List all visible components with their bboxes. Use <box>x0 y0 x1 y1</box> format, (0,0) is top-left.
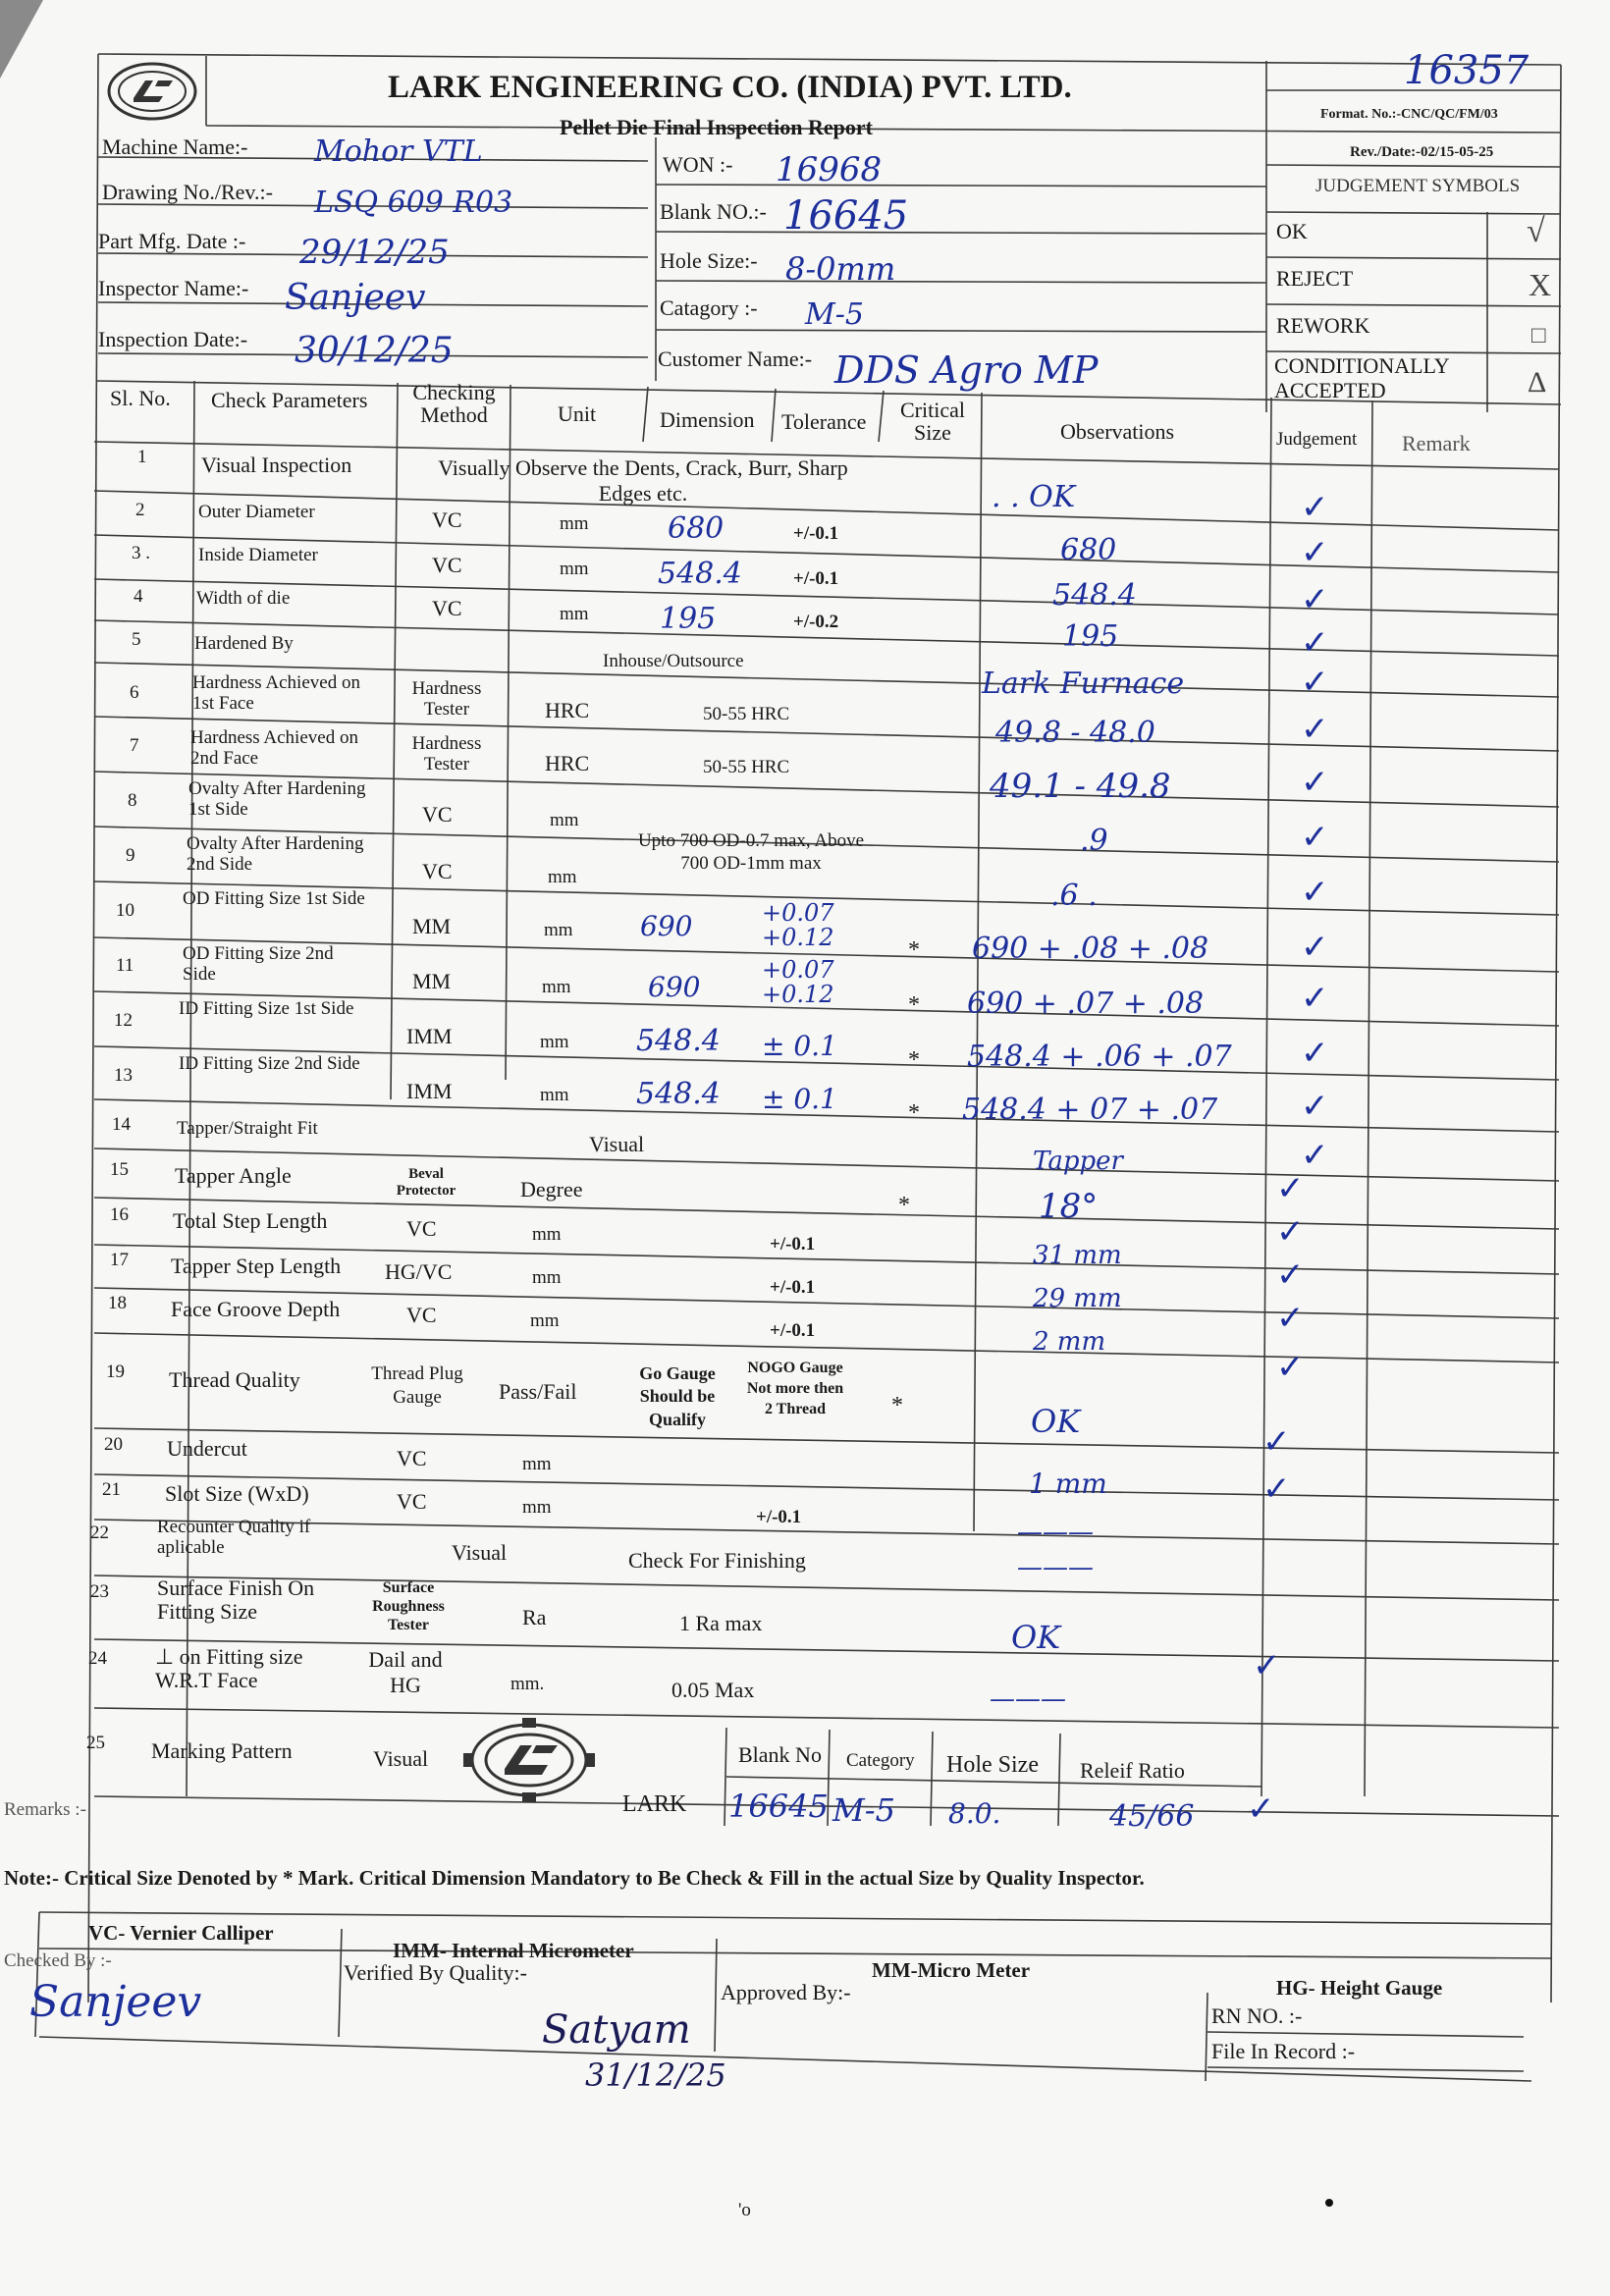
col-dimension: Dimension <box>660 407 755 432</box>
row-17-param: Tapper Step Length <box>171 1254 342 1278</box>
row-18-param: Face Groove Depth <box>171 1297 341 1321</box>
row-3-unit: mm <box>560 559 589 579</box>
critical-size-note: Note:- Critical Size Denoted by * Mark. Critical Dimension Mandatory to Be Check & Fill in the actual Size by Quality Inspector. <box>4 1866 1145 1890</box>
row-21-method: VC <box>397 1489 427 1514</box>
row-6-spec: 50-55 HRC <box>703 704 790 724</box>
row-14-sl: 14 <box>112 1114 131 1135</box>
col-check-parameters: Check Parameters <box>211 388 368 412</box>
row-10-sl: 10 <box>116 900 134 921</box>
row-2-sl: 2 <box>135 500 145 520</box>
marking-header-relief: Releif Ratio <box>1080 1758 1185 1783</box>
gear-logo-icon <box>459 1716 599 1804</box>
won-label: WON :- <box>663 152 733 177</box>
row-20-unit: mm <box>522 1454 552 1474</box>
row-9-judgement: ✓ <box>1301 873 1329 912</box>
report-title: Pellet Die Final Inspection Report <box>560 115 873 139</box>
row-25-param: Marking Pattern <box>151 1738 293 1763</box>
row-21-param: Slot Size (WxD) <box>165 1481 309 1506</box>
row-19-observation: 2 mm <box>1033 1327 1106 1357</box>
row-18-judgement: ✓ <box>1276 1299 1305 1338</box>
row-19-judgement: ✓ <box>1276 1348 1305 1387</box>
row-21-judgement: ✓ <box>1262 1469 1291 1509</box>
row-13-method: IMM <box>406 1079 453 1103</box>
machine-name-label: Machine Name:- <box>102 134 248 159</box>
customer-value: DDS Agro MP <box>834 348 1099 392</box>
row-15-sl: 15 <box>110 1159 129 1180</box>
serial-number: 16357 <box>1404 48 1530 93</box>
row-8-param: Ovalty After Hardening 1st Side <box>188 778 366 820</box>
row-8-method: VC <box>422 802 453 827</box>
row-9-sl: 9 <box>126 845 135 866</box>
row-13-tolerance: ± 0.1 <box>762 1083 837 1115</box>
rework-symbol-icon: □ <box>1531 323 1546 348</box>
row-8-unit: mm <box>550 810 579 830</box>
row-13-param: ID Fitting Size 2nd Side <box>179 1053 360 1074</box>
row-19-unit: Pass/Fail <box>499 1379 577 1404</box>
row-21-sl: 21 <box>102 1479 121 1500</box>
legend-vc: VC- Vernier Calliper <box>88 1921 274 1945</box>
row-23-observation: ——— <box>1017 1553 1094 1582</box>
row-7-param: Hardness Achieved on 2nd Face <box>190 727 358 769</box>
row-19-sl: 19 <box>106 1362 125 1382</box>
rn-number-label: RN NO. :- <box>1211 2003 1303 2028</box>
row-20-method: VC <box>397 1446 427 1470</box>
row-12-dimension: 548.4 <box>636 1024 721 1058</box>
row-1-param: Visual Inspection <box>201 453 352 477</box>
row-14-param: Tapper/Straight Fit <box>177 1118 318 1139</box>
judgement-rework-label: REWORK <box>1276 313 1370 338</box>
row-9-spec: Upto 700 OD-0.7 max, Above 700 OD-1mm max <box>637 830 865 874</box>
reject-symbol-icon: X <box>1529 267 1552 302</box>
row-11-dimension: 690 <box>648 971 701 1003</box>
row-12-judgement: ✓ <box>1301 1034 1329 1073</box>
row-13-critical: * <box>908 1100 920 1126</box>
legend-hg: HG- Height Gauge <box>1276 1976 1443 2000</box>
checked-by-label: Checked By :- <box>4 1950 112 1971</box>
row-4-sl: 4 <box>134 586 143 607</box>
row-17-tolerance: +/-0.1 <box>770 1277 816 1298</box>
row-16-sl: 16 <box>110 1204 129 1225</box>
lark-logo-icon <box>104 59 200 124</box>
company-name: LARK ENGINEERING CO. (INDIA) PVT. LTD. <box>388 70 1072 105</box>
row-6-method: Hardness Tester <box>411 678 482 720</box>
footer-mark: 'o <box>738 2200 751 2220</box>
hole-size-value: 8-0mm <box>785 250 896 288</box>
row-18-sl: 18 <box>108 1293 127 1313</box>
row-10-judgement: ✓ <box>1301 928 1329 967</box>
row-11-observation: 690 + .08 + .08 <box>972 932 1209 966</box>
row-7-sl: 7 <box>130 735 139 756</box>
row-19-nogo-gauge: NOGO Gauge Not more then 2 Thread <box>746 1360 844 1417</box>
row-3-method: VC <box>432 553 462 577</box>
row-5-spec: Inhouse/Outsource <box>603 651 744 671</box>
row-7-method: Hardness Tester <box>411 733 482 774</box>
row-23-param: Surface Finish On Fitting Size <box>157 1575 315 1625</box>
row-12-tolerance: ± 0.1 <box>762 1030 837 1062</box>
row-9-param: Ovalty After Hardening 2nd Side <box>187 833 364 875</box>
row-12-critical: * <box>908 1047 920 1073</box>
mfg-date-value: 29/12/25 <box>299 233 450 272</box>
row-15-judgement: ✓ <box>1276 1169 1305 1208</box>
row-16-observation: 18° <box>1039 1187 1099 1226</box>
row-5-observation: 195 <box>1062 619 1119 654</box>
row-4-observation: 548.4 <box>1052 578 1137 613</box>
row-2-param: Outer Diameter <box>198 502 315 522</box>
row-18-method: VC <box>406 1303 437 1327</box>
row-3-param: Inside Diameter <box>198 545 318 565</box>
row-10-observation: .6 . <box>1050 879 1098 913</box>
marking-judgement: ✓ <box>1247 1789 1275 1829</box>
revision-date: Rev./Date:-02/15-05-25 <box>1350 144 1494 160</box>
row-15-unit: Degree <box>520 1177 583 1201</box>
row-12-unit: mm <box>540 1032 569 1052</box>
row-23-unit: Ra <box>522 1605 547 1629</box>
row-4-unit: mm <box>560 604 589 624</box>
row-20-observation: OK <box>1031 1403 1081 1440</box>
drawing-label: Drawing No./Rev.:- <box>102 180 273 204</box>
row-1-sl: 1 <box>137 447 147 467</box>
row-7-unit: HRC <box>545 751 590 775</box>
row-10-tolerance: +0.07 +0.12 <box>762 899 834 952</box>
row-23-method: Surface Roughness Tester <box>372 1579 445 1634</box>
row-9-unit: mm <box>548 867 577 887</box>
marking-brand: LARK <box>622 1791 687 1817</box>
col-judgement: Judgement <box>1276 429 1358 450</box>
won-value: 16968 <box>776 150 883 189</box>
category-value: M-5 <box>805 297 864 332</box>
category-label: Catagory :- <box>660 295 758 320</box>
row-12-method: IMM <box>406 1024 453 1048</box>
row-21-observation: 1 mm <box>1029 1468 1107 1500</box>
row-25-observation: ——— <box>990 1684 1066 1714</box>
inspector-label: Inspector Name:- <box>98 276 249 300</box>
col-observations: Observations <box>1060 419 1175 444</box>
row-17-judgement: ✓ <box>1276 1255 1305 1295</box>
row-3-tolerance: +/-0.1 <box>793 568 839 589</box>
row-11-tolerance: +0.07 +0.12 <box>762 956 834 1009</box>
row-13-sl: 13 <box>114 1065 133 1086</box>
hole-size-label: Hole Size:- <box>660 248 758 273</box>
row-2-judgement: ✓ <box>1301 533 1329 572</box>
row-24-method: Dail and HG <box>368 1647 443 1698</box>
row-20-judgement: ✓ <box>1262 1422 1291 1462</box>
row-6-param: Hardness Achieved on 1st Face <box>192 672 360 714</box>
row-2-method: VC <box>432 507 462 532</box>
row-6-sl: 6 <box>130 682 139 703</box>
judgement-symbols-title: JUDGEMENT SYMBOLS <box>1315 176 1521 196</box>
row-16-judgement: ✓ <box>1276 1212 1305 1252</box>
row-16-param: Total Step Length <box>173 1208 328 1233</box>
row-22-spec: Check For Finishing <box>628 1548 806 1573</box>
row-10-param: OD Fitting Size 1st Side <box>183 888 365 909</box>
row-5-judgement: ✓ <box>1301 663 1329 702</box>
row-20-param: Undercut <box>167 1436 247 1461</box>
file-in-record-label: File In Record :- <box>1211 2039 1356 2063</box>
row-4-param: Width of die <box>196 588 291 609</box>
col-checking-method: Checking Method <box>412 380 496 428</box>
row-23-sl: 23 <box>90 1581 109 1602</box>
row-8-sl: 8 <box>128 790 137 811</box>
row-24-unit: mm. <box>510 1674 545 1694</box>
row-22-method: Visual <box>452 1540 508 1565</box>
row-1-spec: Visually Observe the Dents, Crack, Burr, Sharp Edges etc. <box>438 455 848 506</box>
row-24-param: ⊥ on Fitting size W.R.T Face <box>155 1644 303 1693</box>
conditional-symbol-icon: Δ <box>1528 366 1547 399</box>
drawing-value: LSQ 609 R03 <box>314 186 513 220</box>
row-22-param: Recounter Quality if aplicable <box>157 1517 311 1558</box>
row-13-dimension: 548.4 <box>636 1077 721 1111</box>
row-16-method: VC <box>406 1216 437 1241</box>
row-10-critical: * <box>908 937 920 963</box>
judgement-ok-label: OK <box>1276 219 1308 243</box>
row-13-judgement: ✓ <box>1301 1087 1329 1126</box>
marking-header-blank: Blank No <box>738 1742 822 1767</box>
row-15-critical: * <box>898 1193 910 1218</box>
marking-header-category: Category <box>846 1750 915 1771</box>
judgement-reject-label: REJECT <box>1276 266 1354 291</box>
row-18-tolerance: +/-0.1 <box>770 1320 816 1341</box>
inspector-value: Sanjeev <box>285 278 426 318</box>
judgement-conditional-label: CONDITIONALLY ACCEPTED <box>1274 353 1449 403</box>
row-18-observation: 29 mm <box>1033 1284 1122 1313</box>
row-4-method: VC <box>432 596 462 620</box>
verified-by-signature: Satyam <box>542 2007 691 2053</box>
row-25-sl: 25 <box>86 1733 105 1753</box>
checked-by-signature: Sanjeev <box>29 1977 202 2027</box>
row-20-sl: 20 <box>104 1434 123 1455</box>
row-11-unit: mm <box>542 977 571 997</box>
row-14-judgement: ✓ <box>1301 1136 1329 1175</box>
row-9-method: VC <box>422 859 453 883</box>
row-4-tolerance: +/-0.2 <box>793 612 839 632</box>
customer-label: Customer Name:- <box>658 347 813 371</box>
row-3-sl: 3 . <box>132 543 150 563</box>
row-11-param: OD Fitting Size 2nd Side <box>183 943 334 985</box>
row-17-unit: mm <box>532 1267 562 1288</box>
format-number: Format. No.:-CNC/QC/FM/03 <box>1320 107 1498 122</box>
row-24-judgement: ✓ <box>1253 1646 1281 1685</box>
machine-name-value: Mohor VTL <box>314 134 483 169</box>
row-13-observation: 548.4 + .06 + .07 <box>967 1040 1232 1074</box>
row-8-observation: 49.1 - 49.8 <box>990 767 1171 806</box>
inspection-date-value: 30/12/25 <box>295 331 454 371</box>
verified-by-label: Verified By Quality:- <box>344 1960 527 1985</box>
inspection-date-label: Inspection Date:- <box>98 327 248 351</box>
row-10-dimension: 690 <box>640 910 693 942</box>
row-15-method: Beval Protector <box>396 1166 456 1200</box>
legend-imm: IMM- Internal Micrometer <box>393 1939 634 1962</box>
row-2-unit: mm <box>560 513 589 534</box>
row-1-judgement: ✓ <box>1301 488 1329 527</box>
col-sl-no: Sl. No. <box>110 386 171 410</box>
row-22-observation: ——— <box>1017 1518 1094 1547</box>
row-7-judgement: ✓ <box>1301 763 1329 802</box>
legend-mm: MM-Micro Meter <box>872 1958 1031 1982</box>
row-15-param: Tapper Angle <box>175 1163 292 1188</box>
row-17-method: HG/VC <box>385 1259 453 1284</box>
row-6-judgement: ✓ <box>1301 710 1329 749</box>
row-24-sl: 24 <box>88 1648 107 1669</box>
footer-dot <box>1325 2199 1333 2207</box>
row-11-judgement: ✓ <box>1301 979 1329 1018</box>
verified-date: 31/12/25 <box>585 2056 726 2094</box>
col-tolerance: Tolerance <box>781 409 867 434</box>
row-19-method: Thread Plug Gauge <box>371 1363 463 1408</box>
marking-relief-value: 45/66 <box>1109 1799 1195 1834</box>
col-remark: Remark <box>1402 431 1471 455</box>
row-24-observation: OK <box>1011 1619 1061 1656</box>
row-12-observation: 690 + .07 + .08 <box>967 987 1205 1021</box>
row-17-sl: 17 <box>110 1250 129 1270</box>
marking-hole-value: 8.0. <box>948 1797 1001 1830</box>
row-11-method: MM <box>412 969 452 993</box>
row-23-spec: 1 Ra max <box>679 1611 763 1635</box>
row-19-critical: * <box>891 1393 903 1418</box>
row-12-param: ID Fitting Size 1st Side <box>179 998 354 1019</box>
row-6-unit: HRC <box>545 698 590 722</box>
approved-by-label: Approved By:- <box>721 1980 851 2004</box>
row-5-param: Hardened By <box>194 633 294 654</box>
row-17-observation: 31 mm <box>1033 1241 1122 1270</box>
mfg-date-label: Part Mfg. Date :- <box>98 229 246 253</box>
row-7-spec: 50-55 HRC <box>703 757 790 777</box>
row-21-unit: mm <box>522 1497 552 1518</box>
marking-header-hole: Hole Size <box>946 1752 1039 1778</box>
row-14-observation: 548.4 + 07 + .07 <box>962 1093 1218 1127</box>
row-16-unit: mm <box>532 1224 562 1245</box>
col-unit: Unit <box>558 401 597 426</box>
row-8-judgement: ✓ <box>1301 818 1329 857</box>
row-14-spec: Visual <box>589 1132 645 1156</box>
row-11-sl: 11 <box>116 955 134 976</box>
row-5-sl: 5 <box>132 629 141 650</box>
row-19-param: Thread Quality <box>169 1367 300 1392</box>
row-12-sl: 12 <box>114 1010 133 1031</box>
row-13-unit: mm <box>540 1085 569 1105</box>
row-10-unit: mm <box>544 920 573 940</box>
row-21-tolerance: +/-0.1 <box>756 1507 802 1527</box>
row-4-judgement: ✓ <box>1301 623 1329 663</box>
row-6-observation: Lark Furnace <box>982 667 1185 701</box>
row-15-observation: Tapper <box>1033 1147 1123 1176</box>
row-16-tolerance: +/-0.1 <box>770 1234 816 1255</box>
row-24-spec: 0.05 Max <box>671 1678 755 1702</box>
ok-symbol-icon: √ <box>1527 213 1545 249</box>
row-4-dimension: 195 <box>660 602 717 636</box>
row-2-dimension: 680 <box>668 511 724 546</box>
row-9-observation: .9 <box>1080 824 1108 858</box>
row-3-dimension: 548.4 <box>658 557 742 591</box>
row-22-sl: 22 <box>90 1522 109 1543</box>
row-11-critical: * <box>908 992 920 1018</box>
row-10-method: MM <box>412 914 452 938</box>
row-2-tolerance: +/-0.1 <box>793 523 839 544</box>
remarks-label: Remarks :- <box>4 1799 86 1820</box>
blank-label: Blank NO.:- <box>660 199 767 224</box>
row-7-observation: 49.8 - 48.0 <box>995 716 1155 750</box>
marking-category-value: M-5 <box>832 1791 895 1829</box>
row-18-unit: mm <box>530 1310 560 1331</box>
row-25-method: Visual <box>373 1746 429 1771</box>
row-3-observation: 680 <box>1060 533 1117 567</box>
row-1-observation: . . OK <box>992 480 1076 514</box>
blank-value: 16645 <box>783 193 909 239</box>
row-3-judgement: ✓ <box>1301 580 1329 619</box>
row-19-go-gauge: Go Gauge Should be Qualify <box>639 1363 716 1429</box>
marking-blank-value: 16645 <box>728 1788 829 1825</box>
col-critical-size: Critical Size <box>900 398 965 446</box>
